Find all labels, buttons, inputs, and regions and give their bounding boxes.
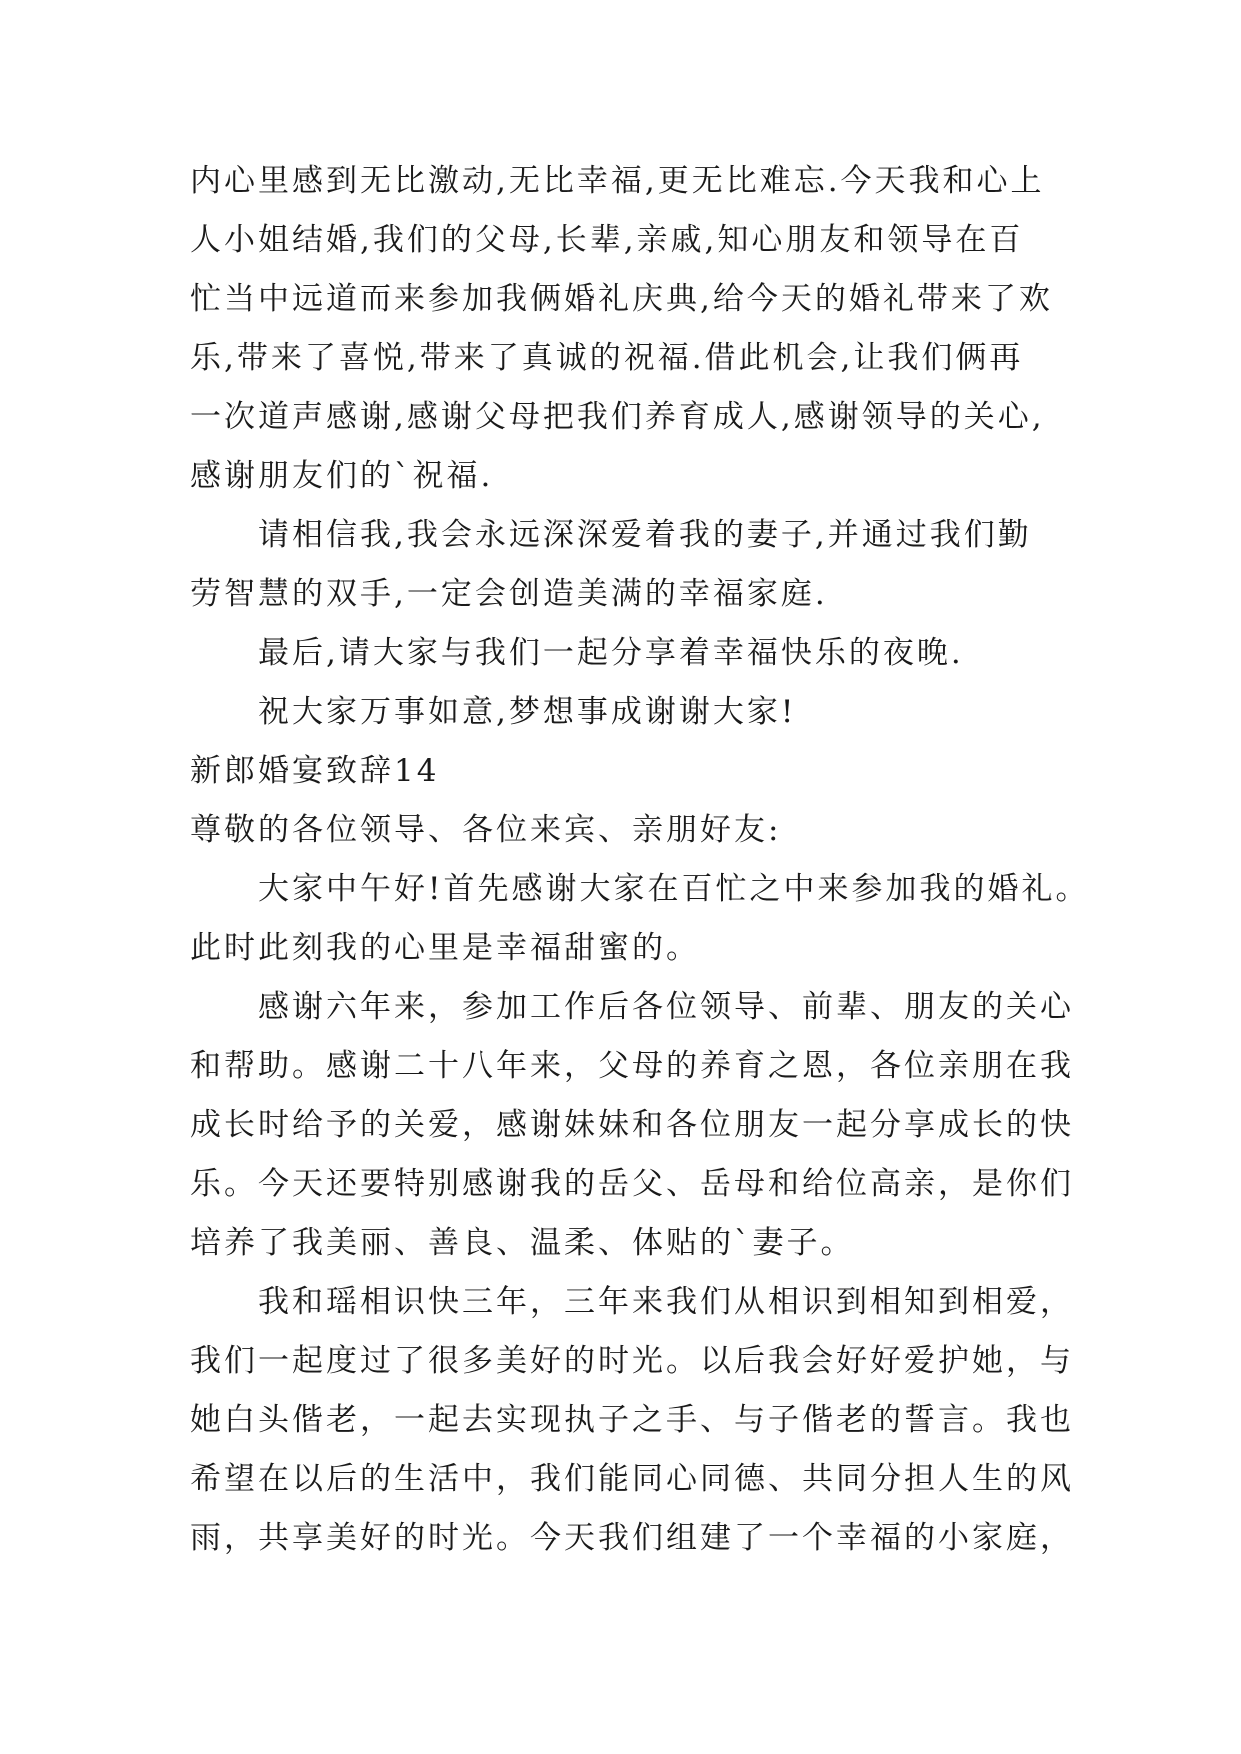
paragraph-start-line: 我和瑶相识快三年，三年来我们从相识到相知到相爱， [258,1284,1074,1320]
text-line: 雨，共享美好的时光。今天我们组建了一个幸福的小家庭， [190,1520,1074,1556]
text-line: 和帮助。感谢二十八年来，父母的养育之恩，各位亲朋在我 [190,1048,1074,1084]
paragraph-start-line: 祝大家万事如意,梦想事成谢谢大家! [258,694,797,730]
paragraph-start-line: 大家中午好!首先感谢大家在百忙之中来参加我的婚礼。 [258,871,1090,907]
text-line: 内心里感到无比激动,无比幸福,更无比难忘.今天我和心上 [190,163,1045,199]
text-line: 劳智慧的双手,一定会创造美满的幸福家庭. [190,576,828,612]
paragraph-start-line: 请相信我,我会永远深深爱着我的妻子,并通过我们勤 [258,517,1032,553]
text-line: 培养了我美丽、善良、温柔、体贴的`妻子。 [190,1225,855,1261]
text-line: 一次道声感谢,感谢父母把我们养育成人,感谢领导的关心, [190,399,1045,435]
paragraph-start-line: 感谢六年来，参加工作后各位领导、前辈、朋友的关心 [258,989,1074,1025]
text-line: 她白头偕老，一起去实现执子之手、与子偕老的誓言。我也 [190,1402,1074,1438]
document-body [190,152,1090,1568]
text-line: 此时此刻我的心里是幸福甜蜜的。 [190,930,700,966]
paragraph-start-line: 最后,请大家与我们一起分享着幸福快乐的夜晚. [258,635,964,671]
text-line: 乐,带来了喜悦,带来了真诚的祝福.借此机会,让我们俩再 [190,340,1024,376]
text-line: 乐。今天还要特别感谢我的岳父、岳母和给位高亲，是你们 [190,1166,1074,1202]
text-line: 我们一起度过了很多美好的时光。以后我会好好爱护她，与 [190,1343,1074,1379]
section-heading: 新郎婚宴致辞14 [190,753,440,789]
text-line: 人小姐结婚,我们的父母,长辈,亲戚,知心朋友和领导在百 [190,222,1024,258]
text-line: 忙当中远道而来参加我俩婚礼庆典,给今天的婚礼带来了欢 [190,281,1053,317]
text-line: 感谢朋友们的`祝福. [190,458,494,494]
text-line: 成长时给予的关爱，感谢妹妹和各位朋友一起分享成长的快 [190,1107,1074,1143]
salutation-line: 尊敬的各位领导、各位来宾、亲朋好友: [190,812,782,848]
text-line: 希望在以后的生活中，我们能同心同德、共同分担人生的风 [190,1461,1074,1497]
